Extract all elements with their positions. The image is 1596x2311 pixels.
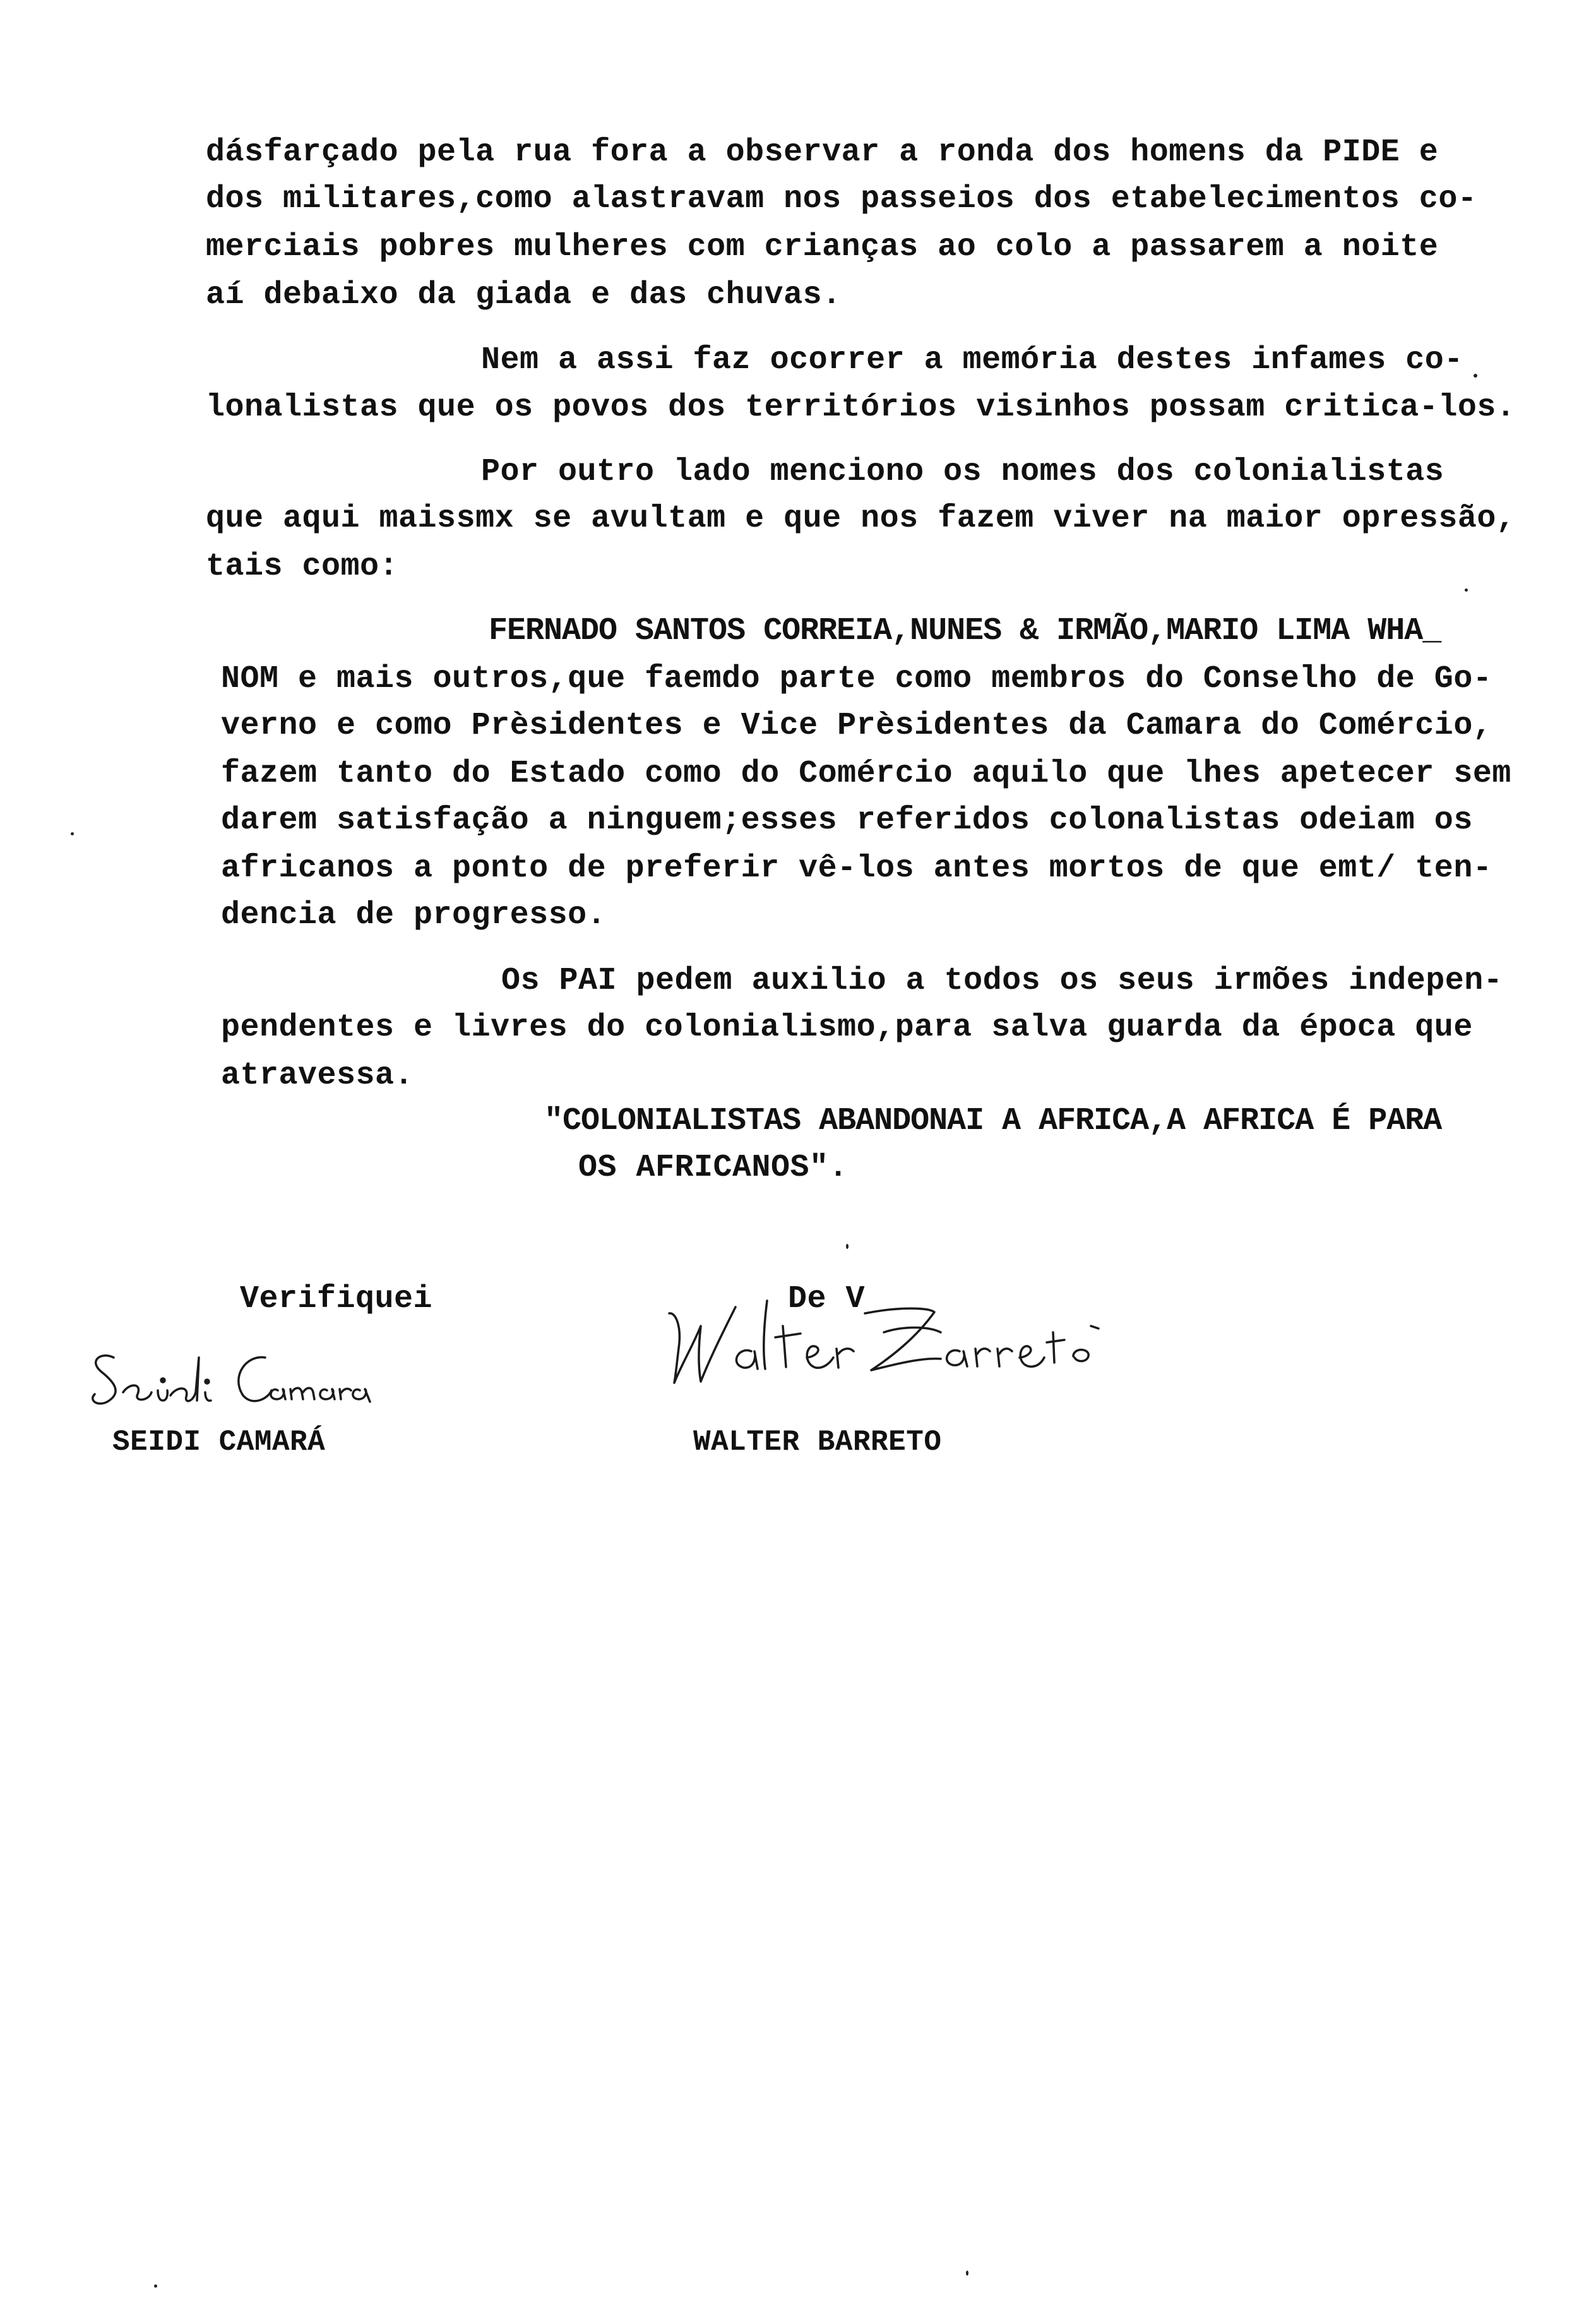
body-line: dásfarçado pela rua fora a observar a ronda dos homens da PIDE e [206,134,1439,170]
body-line: pendentes e livres do colonialismo,para salva guarda da época que [221,1010,1473,1046]
slogan-line: "COLONIALISTAS ABANDONAI A AFRICA,A AFRICA É PARA [544,1103,1442,1139]
body-line: Por outro lado menciono os nomes dos colonialistas [481,454,1444,490]
from-label: De V [788,1281,866,1317]
body-line: dos militares,como alastravam nos passeios dos etabelecimentos co- [206,181,1477,217]
body-line: verno e como Prèsidentes e Vice Prèsidentes da Camara do Comércio, [221,708,1492,744]
body-line: dencia de progresso. [221,897,607,933]
body-line: merciais pobres mulheres com crianças ao colo a passarem a noite [206,229,1439,265]
signature-seidi-camara [63,1332,391,1427]
body-line: Nem a assi faz ocorrer a memória destes infames co- [481,342,1463,378]
body-line: NOM e mais outros,que faemdo parte como membros do Conselho de Go- [221,661,1492,697]
body-line: lonalistas que os povos dos territórios visinhos possam critica-los. [206,390,1516,426]
body-line: darem satisfação a ninguem;esses referidos colonalistas odeiam os [221,803,1473,839]
names-line: FERNADO SANTOS CORREIA,NUNES & IRMÃO,MARIO LIMA WHA_ [489,613,1441,649]
scan-speck [1465,588,1468,592]
body-line: Os PAI pedem auxilio a todos os seus irmões indepen- [501,963,1503,999]
right-signatory-name: WALTER BARRETO [693,1426,942,1459]
scan-speck [71,832,74,835]
slogan-line: OS AFRICANOS". [578,1150,849,1186]
scan-speck [846,1244,849,1249]
body-line: que aqui maissmx se avultam e que nos fazem viver na maior opressão, [206,501,1516,537]
body-line: fazem tanto do Estado como do Comércio aquilo que lhes apetecer sem [221,756,1511,792]
body-line: aí debaixo da giada e das chuvas. [206,277,842,313]
scan-speck [966,2271,968,2276]
body-line: atravessa. [221,1058,414,1094]
signature-walter-barreto [657,1288,1136,1402]
scan-speck [1474,374,1477,378]
body-line: tais como: [206,549,399,585]
verified-label: Verifiquei [240,1281,433,1317]
scan-speck [154,2284,157,2288]
left-signatory-name: SEIDI CAMARÁ [112,1426,326,1459]
body-line: africanos a ponto de preferir vê-los antes mortos de que emt/ ten- [221,851,1492,887]
